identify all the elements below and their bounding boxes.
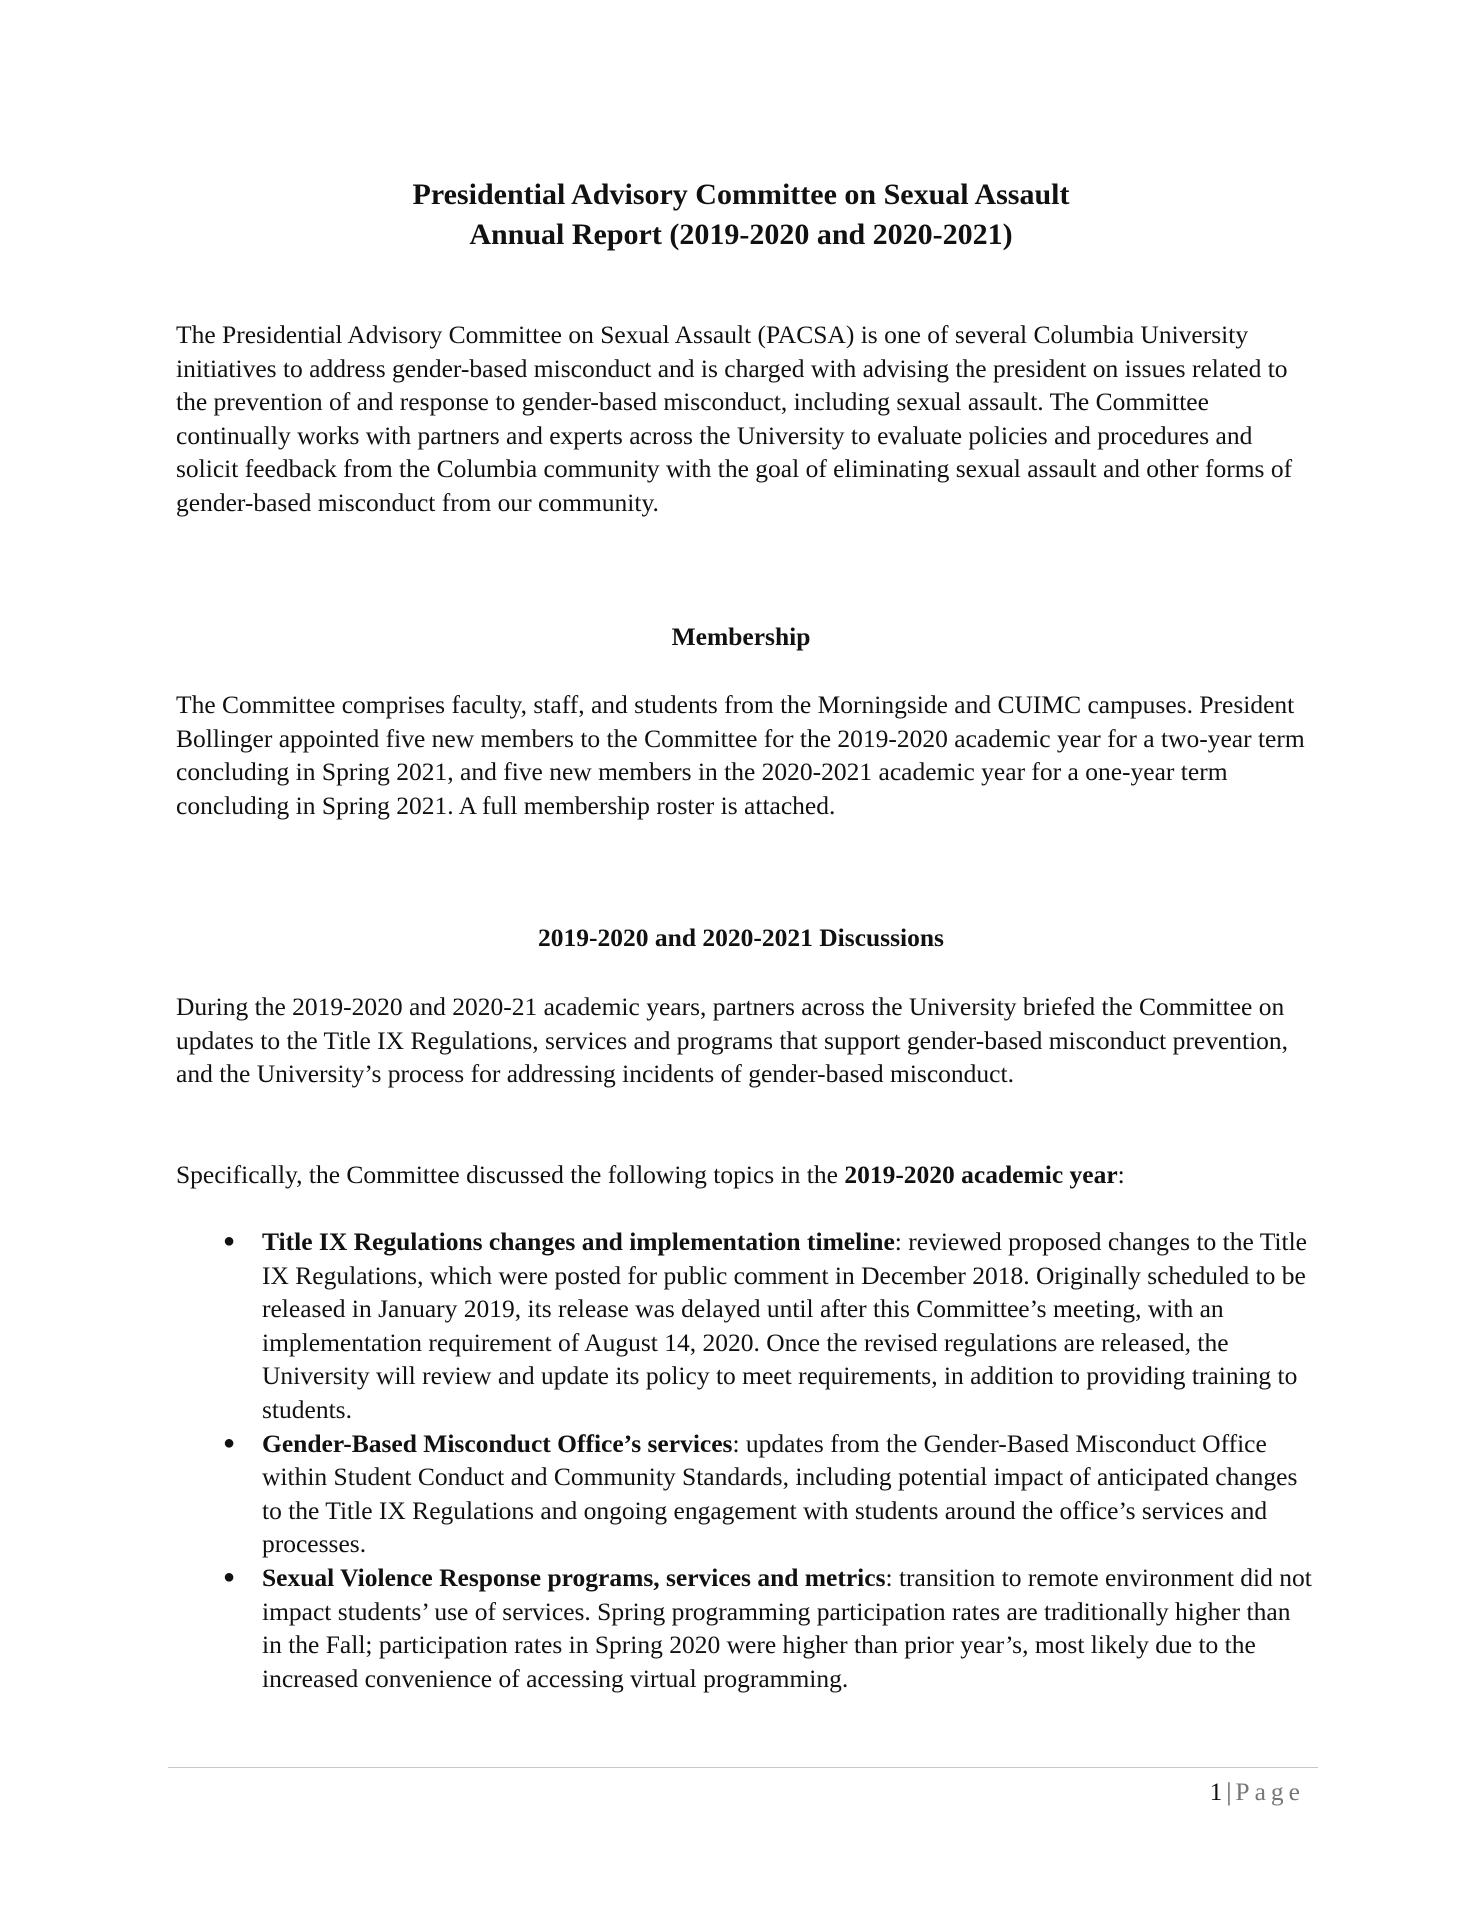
membership-paragraph: The Committee comprises faculty, staff, and students from the Morningside and CUIMC campuses. President Bollinger appointed five new members to the Committee for the 2019-2020 academic year for a two-year term concluding in Spring 2021, and five new members in the 2020-2021 academic year for a one-year term concluding in Spring 2021. A full membership roster is attached. xyxy=(176,690,1305,820)
specifically-prefix: Specifically, the Committee discussed the following topics in the xyxy=(176,1160,845,1189)
footer-divider xyxy=(168,1767,1318,1768)
bullet-dot-icon: ● xyxy=(222,1230,236,1252)
bullet-dot-icon: ● xyxy=(222,1565,236,1588)
membership-heading: Membership xyxy=(671,622,811,651)
bullet-title: Sexual Violence Response programs, services and metrics xyxy=(262,1562,886,1592)
bullet-item xyxy=(176,1561,1316,1695)
discussions-heading: 2019-2020 and 2020-2021 Discussions xyxy=(538,923,944,952)
bullet-text: : reviewed proposed changes to the Title IX Regulations, which were posted for public comment in December 2018. Originally scheduled to be released in January 2019, its release was delayed until after this Committee’s meeting, with an implementation requirement of August 14, 2020. Once the revised regulations are released, the University will review and update its policy to meet requirements, in addition to providing training to students. xyxy=(262,1227,1307,1424)
specifically-suffix: : xyxy=(1117,1160,1125,1189)
document-title-line1: Presidential Advisory Committee on Sexual Assault xyxy=(412,178,1070,211)
topics-bullet-list xyxy=(176,1225,1316,1695)
page-number-footer xyxy=(1210,1775,1305,1809)
bullet-text: : updates from the Gender-Based Misconduct Office within Student Conduct and Community Standards, including potential impact of anticipated changes to the Title IX Regulations and ongoing engagement with students around the office’s services and processes. xyxy=(262,1428,1298,1559)
discussions-paragraph: During the 2019-2020 and 2020-21 academic years, partners across the University briefed the Committee on updates to the Title IX Regulations, services and programs that support gender-based misconduct prevention, and the University’s process for addressing incidents of gender-based misconduct. xyxy=(176,992,1289,1089)
bullet-title: Gender-Based Misconduct Office’s services xyxy=(262,1428,733,1458)
intro-paragraph: The Presidential Advisory Committee on Sexual Assault (PACSA) is one of several Columbia University initiatives to address gender-based misconduct and is charged with advising the president on issues related to the prevention of and response to gender-based misconduct, including sexual assault. The Committee continually works with partners and experts across the University to evaluate policies and procedures and solicit feedback from the Columbia community with the goal of eliminating sexual assault and other forms of gender-based misconduct from our community. xyxy=(176,320,1293,517)
bullet-text: : transition to remote environment did not impact students’ use of services. Spring programming participation rates are traditionally higher than in the Fall; participation rates in Spring 2020 were higher than prior year’s, most likely due to the increased convenience of accessing virtual programming. xyxy=(262,1562,1312,1693)
bullet-item xyxy=(176,1427,1316,1561)
specifically-paragraph xyxy=(176,1158,1311,1192)
page-label: Page xyxy=(1235,1777,1305,1806)
specifically-bold-year: 2019-2020 academic year xyxy=(844,1160,1118,1189)
document-title-line2: Annual Report (2019-2020 and 2020-2021) xyxy=(469,218,1013,251)
page-number-separator: | xyxy=(1226,1777,1232,1806)
bullet-item xyxy=(176,1225,1316,1427)
page-number: 1 xyxy=(1209,1777,1223,1806)
bullet-dot-icon: ● xyxy=(222,1431,236,1454)
bullet-title: Title IX Regulations changes and implementation timeline xyxy=(262,1227,895,1256)
